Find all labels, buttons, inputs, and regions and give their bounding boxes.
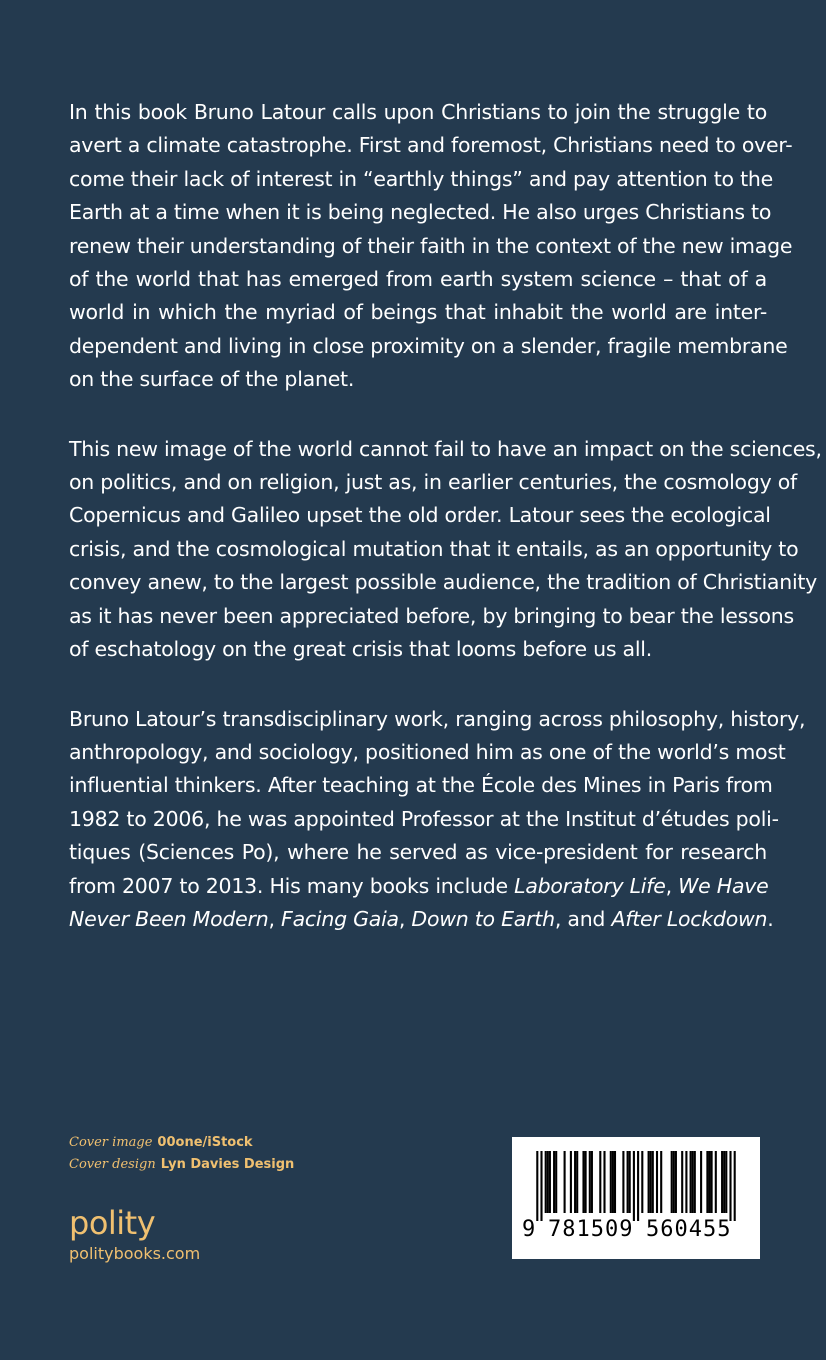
barcode-bar — [633, 1151, 635, 1221]
barcode-bar — [681, 1151, 683, 1213]
isbn-group-1: 781509 — [548, 1217, 634, 1242]
barcode-bar — [603, 1151, 605, 1213]
barcode-bar — [641, 1151, 643, 1213]
author-bio-line: tiques (Sciences Po), where he served as vice-president for research — [69, 840, 767, 865]
barcode-bars — [532, 1151, 740, 1221]
barcode-bar — [591, 1151, 593, 1213]
barcode-bar — [637, 1151, 639, 1221]
barcode-bar — [612, 1151, 614, 1213]
blurb-line: renew their understanding of their faith in the context of the new image — [69, 233, 793, 258]
book-title: Facing Gaia — [281, 906, 399, 931]
back-cover-blurb — [69, 96, 822, 936]
barcode-bar — [725, 1151, 727, 1213]
barcode-bar — [700, 1151, 702, 1213]
barcode-bar — [589, 1151, 591, 1213]
book-title: After Lockdown — [611, 906, 768, 931]
barcode-bar — [648, 1151, 650, 1213]
barcode-bar — [715, 1151, 717, 1213]
isbn-first-digit: 9 — [522, 1217, 536, 1242]
book-title: We Have — [678, 873, 769, 898]
author-bio-line: influential thinkers. After teaching at the École des Mines in Paris from — [69, 773, 773, 798]
book-title: Never Been Modern — [69, 906, 269, 931]
barcode-bar — [549, 1151, 551, 1213]
blurb-line: world in which the myriad of beings that inhabit the world are inter- — [69, 300, 767, 325]
barcode-bar — [694, 1151, 696, 1213]
barcode-bar — [540, 1151, 542, 1221]
barcode-bar — [585, 1151, 587, 1213]
barcode-bar — [582, 1151, 584, 1213]
book-title: Down to Earth — [411, 906, 555, 931]
barcode-bar — [610, 1151, 612, 1213]
book-title: Laboratory Life — [514, 873, 666, 898]
barcode-bar — [547, 1151, 549, 1213]
barcode-bar — [721, 1151, 723, 1213]
isbn-group-2: 560455 — [646, 1217, 732, 1242]
author-bio-line: Bruno Latour’s transdisciplinary work, ranging across philosophy, history, — [69, 706, 806, 731]
barcode-bar — [692, 1151, 694, 1213]
blurb-line: of eschatology on the great crisis that looms before us all. — [69, 637, 653, 662]
barcode-bar — [553, 1151, 555, 1213]
barcode-bar — [729, 1151, 731, 1221]
blurb-line: crisis, and the cosmological mutation that it entails, as an opportunity to — [69, 536, 799, 561]
blurb-line: In this book Bruno Latour calls upon Christians to join the struggle to — [69, 100, 767, 124]
cover-credits — [69, 1132, 294, 1176]
author-bio-line: 1982 to 2006, he was appointed Professor at the Institut d’études poli- — [69, 806, 779, 831]
blurb-line: Copernicus and Galileo upset the old order. Latour sees the ecological — [69, 503, 771, 528]
barcode-bar — [734, 1151, 736, 1221]
blurb-line: This new image of the world cannot fail to have an impact on the sciences, — [69, 436, 822, 461]
barcode-bar — [570, 1151, 572, 1213]
blurb-line: as it has never been appreciated before, by bringing to bear the lessons — [69, 603, 794, 628]
author-bio-line: from 2007 to 2013. His many books include Laboratory Life, We Have — [69, 873, 769, 898]
barcode-bar — [545, 1151, 547, 1213]
barcode-bar — [576, 1151, 578, 1213]
barcode-bar — [629, 1151, 631, 1213]
barcode-bar — [671, 1151, 673, 1213]
barcode-bar — [708, 1151, 710, 1213]
barcode-bar — [627, 1151, 629, 1213]
blurb-line: of the world that has emerged from earth system science – that of a — [69, 267, 767, 292]
blurb-line: convey anew, to the largest possible audience, the tradition of Christianity — [69, 570, 818, 595]
blurb-line: Earth at a time when it is being neglected. He also urges Christians to — [69, 200, 772, 225]
blurb-line: dependent and living in close proximity on a slender, fragile membrane — [69, 333, 788, 358]
credit-label: Cover image — [69, 1135, 153, 1150]
credit-label: Cover design — [69, 1157, 156, 1172]
barcode-bar — [652, 1151, 654, 1213]
barcode-bar — [685, 1151, 687, 1213]
barcode-bar — [614, 1151, 616, 1213]
barcode-bar — [536, 1151, 538, 1221]
barcode-bar — [723, 1151, 725, 1213]
credit-value: Lyn Davies Design — [160, 1157, 295, 1172]
author-bio-line: anthropology, and sociology, positioned him as one of the world’s most — [69, 739, 786, 764]
blurb-line: come their lack of interest in “earthly things” and pay attention to the — [69, 166, 773, 191]
barcode-bar — [622, 1151, 624, 1213]
barcode-bar — [599, 1151, 601, 1213]
blurb-line: on politics, and on religion, just as, in earlier centuries, the cosmology of — [69, 470, 797, 495]
barcode-bar — [711, 1151, 713, 1213]
barcode-bar — [660, 1151, 662, 1213]
cover-design-credit — [69, 1154, 294, 1176]
barcode-bar — [675, 1151, 677, 1213]
barcode-bar — [650, 1151, 652, 1213]
barcode-bar — [656, 1151, 658, 1213]
barcode-bar — [706, 1151, 708, 1213]
barcode-bar — [555, 1151, 557, 1213]
author-bio-line: Never Been Modern, Facing Gaia, Down to Earth, and After Lockdown. — [69, 906, 774, 931]
barcode-bar — [564, 1151, 566, 1213]
isbn-barcode — [512, 1137, 760, 1259]
publisher-name: polity — [69, 1204, 156, 1242]
publisher-logo — [69, 1205, 200, 1265]
publisher-url: politybooks.com — [69, 1244, 201, 1263]
blurb-line: avert a climate catastrophe. First and foremost, Christians need to over- — [69, 133, 793, 158]
barcode-bar — [673, 1151, 675, 1213]
cover-image-credit — [69, 1132, 294, 1154]
author-bio-text: from 2007 to 2013. His many books include — [69, 873, 508, 898]
credit-value: 00one/iStock — [157, 1135, 253, 1150]
barcode-bar — [690, 1151, 692, 1213]
blurb-line: on the surface of the planet. — [69, 367, 355, 392]
barcode-bar — [574, 1151, 576, 1213]
